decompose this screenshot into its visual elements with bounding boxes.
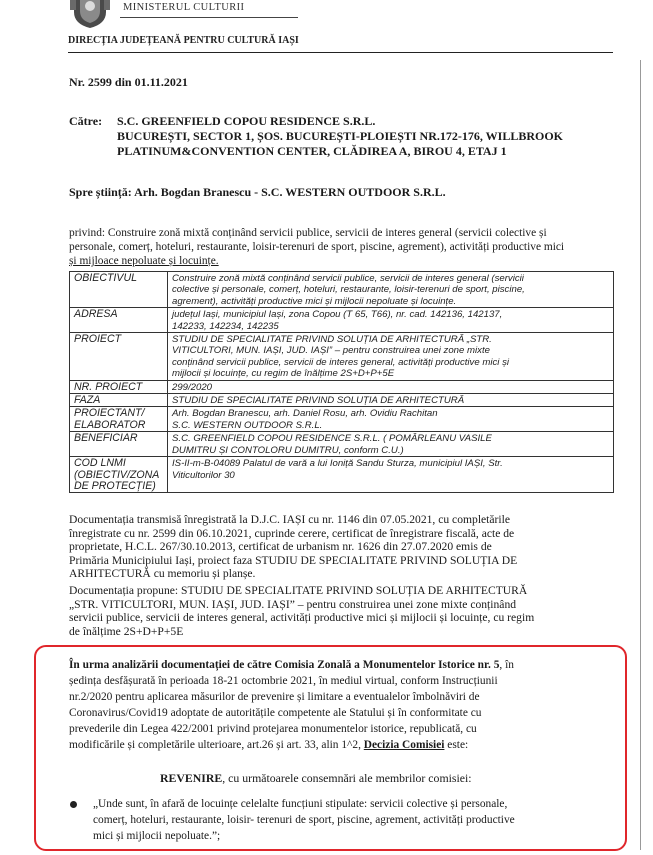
project-details-table [69,271,614,493]
table-value-line: S.C. WESTERN OUTDOOR S.R.L. [172,419,323,431]
table-value [168,457,614,493]
table-value [168,394,614,407]
regarding-line: personale, comerț, hoteluri, restaurante, loisir-terenuri de sport, piscine, agrement), activități productive mici [69,241,565,253]
table-value-line: mijlocii și locuințe, cu regim de înălțime 2S+D+P+5E [172,368,395,380]
verdict-text: , cu următoarele consemnări ale membrilor comisiei: [222,771,472,785]
table-key: OBIECTIVUL [70,272,168,308]
bullet-icon [70,801,77,808]
table-value [168,308,614,333]
commission-line: prevederile din Legea 422/2001 privind protejarea monumentelor istorice, republicată, cu [69,723,477,735]
commission-line [69,659,514,671]
table-value [168,333,614,381]
table-key: PROIECTANT/ ELABORATOR [70,407,168,432]
recipient-line: BUCUREȘTI, SECTOR 1, ȘOS. BUCUREȘTI-PLOIEȘTI NR.172-176, WILLBROOK [117,129,563,143]
table-value-line: DUMITRU ȘI CONTOLORU DUMITRU, conform C.U.) [172,444,404,456]
table-value [168,272,614,308]
page-edge [640,60,641,850]
table-row [70,333,614,381]
table-value-line: 299/2020 [172,381,213,393]
table-row [70,394,614,407]
table-key: ADRESA [70,308,168,333]
bullet-line: „Unde sunt, în afară de locuințe celelalte funcțiuni stipulate: servicii colective și personale, [93,798,508,810]
table-row [70,380,614,393]
paragraph-line: „STR. VITICULTORI, MUN. IAȘI, JUD. IAȘI” – pentru construirea unei zone mixte conținând [69,597,517,611]
table-key: FAZA [70,394,168,407]
table-key: PROIECT [70,333,168,381]
table-value [168,432,614,457]
bullet-line: comerț, hoteluri, restaurante, loisir- terenuri de sport, piscine, agrement, activități productive [93,814,515,826]
table-key: NR. PROIECT [70,380,168,393]
regarding-line: privind: Construire zonă mixtă conținând servicii publice, servicii de interes general (servicii colective și [69,227,547,239]
table-value [168,407,614,432]
recipient-line: PLATINUM&CONVENTION CENTER, CLĂDIREA A, BIROU 4, ETAJ 1 [117,144,507,158]
recipient-line: S.C. GREENFIELD COPOU RESIDENCE S.R.L. [117,114,376,128]
paragraph-line: proprietate, H.C.L. 267/30.10.2013, certificat de urbanism nr. 1626 din 27.07.2020 emis de [69,540,492,554]
table-value-line: IS-II-m-B-04089 Palatul de vară a lui Ioniță Sandu Sturza, municipiul IAȘI, Str. [172,458,503,470]
table-value-line: conținând servicii publice, servicii de interes general, activități productive mici și [172,356,509,368]
table-value-line: colective și personale, comerț, hoteluri, restaurante, loisir-terenuri de sport, piscine, [172,284,525,296]
directorate-name: DIRECȚIA JUDEȚEANĂ PENTRU CULTURĂ IAȘI [68,35,299,46]
paragraph-line: Documentația propune: STUDIU DE SPECIALITATE PRIVIND SOLUȚIA DE ARHITECTURĂ [69,584,528,597]
table-row [70,272,614,308]
paragraph-line: Primăria Municipiului Iași, proiect faza STUDIU DE SPECIALITATE PRIVIND SOLUȚIA DE [69,553,518,567]
table-value-line: județul Iași, municipiul Iași, zona Copou (T 65, T66), nr. cad. 142136, 142137, [172,309,503,321]
table-row [70,432,614,457]
table-value-line: agrement), activități productive mici și mijlocii nepoluate și locuințe. [172,295,457,307]
table-value-line: Viticultorilor 30 [172,469,235,481]
table-key: COD LNMI (OBIECTIV/ZONA DE PROTECȚIE) [70,457,168,493]
commission-line: ședința desfășurată în perioada 18-21 octombrie 2021, în mediul virtual, conform Instrucțiunii [69,675,498,687]
header-rule [120,17,298,18]
table-key: BENEFICIAR [70,432,168,457]
decision-label: Decizia Comisiei [363,739,445,751]
recipient-label: Către: [69,114,103,128]
paragraph-line: servicii publice, servicii de interes general, activități productive mici și mijlocii și locuințe, cu regim [69,611,535,625]
commission-line: Coronavirus/Covid19 adoptate de autoritățile competente ale Statului și în conformitate cu [69,707,482,719]
documentation-paragraph [69,513,614,581]
proposal-paragraph [69,584,614,638]
table-value-line: S.C. GREENFIELD COPOU RESIDENCE S.R.L. ( POMÂRLEANU VASILE [172,433,492,445]
table-value-line: Construire zonă mixtă conținând servicii publice, servicii de interes general (servicii [172,273,524,284]
paragraph-line: Documentația transmisă înregistrată la D.J.C. IAȘI cu nr. 1146 din 07.05.2021, cu completările [69,513,510,526]
table-value-line: Arh. Bogdan Branescu, arh. Daniel Rosu, arh. Ovidiu Rachitan [172,408,438,420]
ministry-name: MINISTERUL CULTURII [123,2,245,13]
table-value-line: STUDIU DE SPECIALITATE PRIVIND SOLUȚIA DE ARHITECTURĂ „STR. [172,334,492,346]
table-row [70,407,614,432]
commission-text: , în [499,659,514,671]
table-row [70,457,614,493]
commission-text: este: [444,739,469,751]
document-number: Nr. 2599 din 01.11.2021 [69,75,188,89]
verdict-line [160,771,472,786]
table-row [70,308,614,333]
cc-line: Spre știință: Arh. Bogdan Branescu - S.C. WESTERN OUTDOOR S.R.L. [69,185,446,199]
commission-line [69,739,468,751]
paragraph-line: ARHITECTURĂ cu memoriu și planșe. [69,567,256,581]
table-value-line: STUDIU DE SPECIALITATE PRIVIND SOLUȚIA DE ARHITECTURĂ [172,395,465,407]
table-value [168,380,614,393]
regarding-line: și mijloace nepoluate și locuințe. [69,255,219,267]
commission-line: nr.2/2020 pentru aplicarea măsurilor de prevenire și limitare a eventualelor îmbolnăviri de [69,691,480,703]
table-value-line: VITICULTORI, MUN. IAȘI, JUD. IAȘI” – pentru construirea unei zone mixte [172,345,490,357]
commission-heading: În urma analizării documentației de către Comisia Zonală a Monumentelor Istorice nr. 5 [69,659,500,671]
coat-of-arms-icon [68,0,112,28]
verdict-status: REVENIRE [160,771,223,785]
bullet-line: mici și mijlocii nepoluate.”; [93,830,221,842]
paragraph-line: de înălțime 2S+D+P+5E [69,624,184,638]
commission-text: modificările și completările ulterioare, art.26 și art. 33, alin 1^2, [69,739,364,751]
table-value-line: 142233, 142234, 142235 [172,320,279,332]
paragraph-line: înregistrate cu nr. 2599 din 06.10.2021, cuprinde cerere, certificat de înregistrare fiscală, acte de [69,526,515,540]
header-divider [68,52,613,53]
